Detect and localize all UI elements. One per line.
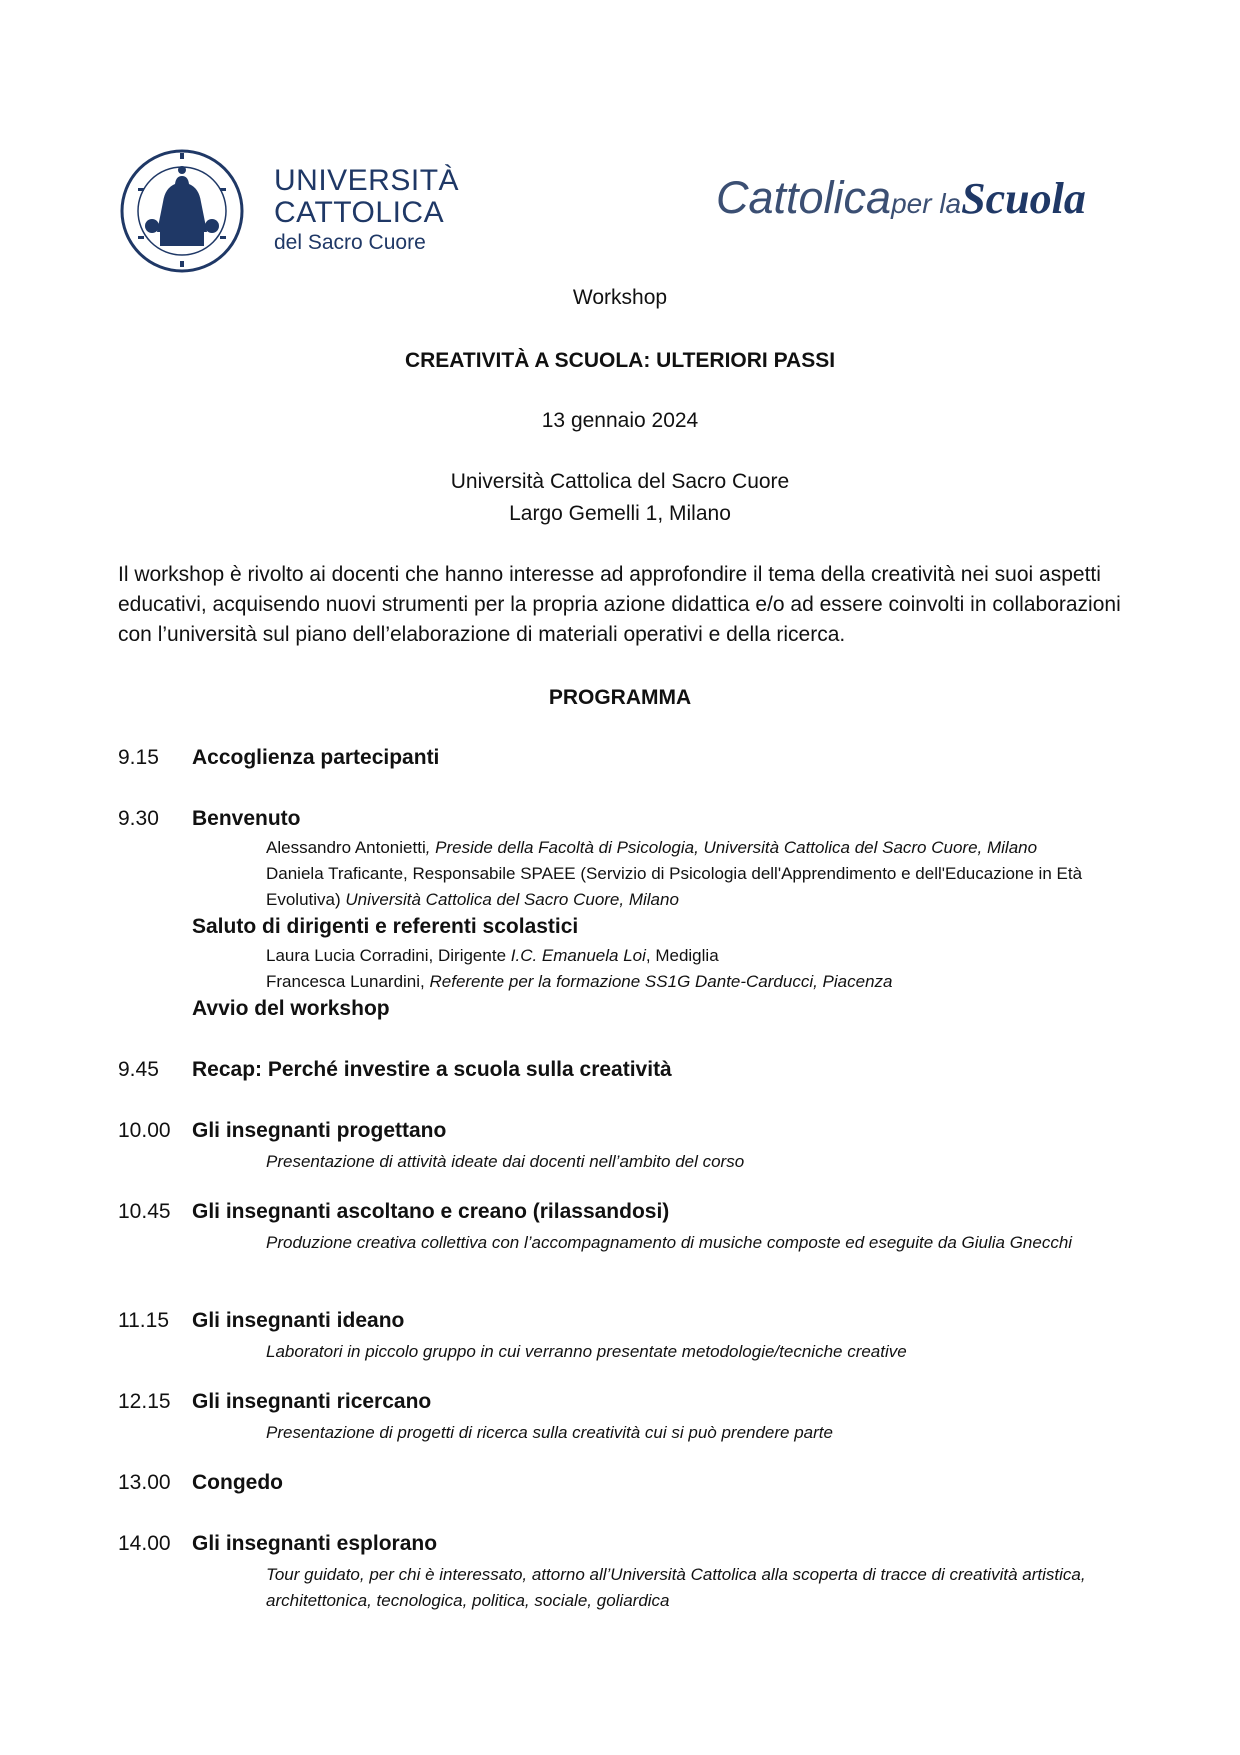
- university-name: [274, 166, 459, 253]
- program-title: Benvenuto: [192, 807, 301, 830]
- program-time: 14.00: [118, 1532, 171, 1555]
- program-description: Presentazione di attività ideate dai docenti nell’ambito del corso: [266, 1152, 745, 1171]
- program-description: Produzione creativa collettiva con l’accompagnamento di musiche composte ed eseguite da Giulia Gnecchi: [266, 1233, 1073, 1252]
- university-name-line2: CATTOLICA: [274, 196, 445, 229]
- program-time: 10.00: [118, 1119, 171, 1142]
- program-heading: PROGRAMMA: [548, 686, 692, 709]
- speaker-school: I.C. Emanuela Loi: [510, 946, 646, 965]
- program-time: 13.00: [118, 1471, 171, 1494]
- program-time: 12.15: [118, 1390, 171, 1413]
- program-time: 9.30: [118, 807, 159, 830]
- logo-part-per-la: per la: [891, 188, 962, 219]
- speaker-name: Laura Lucia Corradini, Dirigente: [266, 946, 511, 965]
- program-title: Gli insegnanti progettano: [192, 1119, 447, 1142]
- university-name-line3: del Sacro Cuore: [274, 231, 426, 254]
- program-description: Presentazione di progetti di ricerca sulla creatività cui si può prendere parte: [266, 1423, 833, 1442]
- speaker-place: , Mediglia: [645, 946, 719, 965]
- speaker-role: Referente per la formazione SS1G Dante-Carducci, Piacenza: [429, 972, 893, 991]
- venue-name: Università Cattolica del Sacro Cuore: [450, 470, 790, 493]
- speaker-name: Daniela Traficante, Responsabile SPAEE (Servizio di Psicologia dell'Apprendimento e dell'Educazione in Età Evolutiva): [266, 864, 1083, 909]
- logo-part-cattolica: Cattolica: [716, 172, 892, 223]
- program-title: Gli insegnanti ricercano: [192, 1390, 432, 1413]
- speaker-name: Alessandro Antonietti: [266, 838, 426, 857]
- university-name-line1: UNIVERSITÀ: [274, 164, 460, 197]
- speaker-role: , Preside della Facoltà di Psicologia, Università Cattolica del Sacro Cuore, Milano: [425, 838, 1038, 857]
- speaker-line: [266, 861, 1146, 913]
- program-description: Laboratori in piccolo gruppo in cui verranno presentate metodologie/tecniche creative: [266, 1342, 907, 1361]
- event-kind: Workshop: [572, 286, 668, 309]
- university-logo: [118, 140, 460, 290]
- speaker-role: Università Cattolica del Sacro Cuore, Milano: [345, 890, 679, 909]
- intro-paragraph: Il workshop è rivolto ai docenti che hanno interesse ad approfondire il tema della creatività nei suoi aspetti educativi, acquisendo nuovi strumenti per la propria azione didattica e/o ad essere coinvolti in collaborazioni con l’università sul piano dell’elaborazione di materiali operativi e della ricerca.: [118, 563, 1121, 646]
- event-title: CREATIVITÀ A SCUOLA: ULTERIORI PASSI: [404, 349, 836, 372]
- program-description: Tour guidato, per chi è interessato, attorno all’Università Cattolica alla scoperta di tracce di creatività artistica, architettonica, tecnologica, politica, sociale, goliardica: [266, 1565, 1086, 1610]
- program-title: Gli insegnanti esplorano: [192, 1532, 438, 1555]
- cattolica-per-la-scuola-logo: [716, 172, 1126, 232]
- speaker-line: [266, 943, 1146, 969]
- university-seal-icon: [118, 140, 246, 282]
- program-title: Gli insegnanti ideano: [192, 1309, 405, 1332]
- program-subtitle: Saluto di dirigenti e referenti scolastici: [192, 915, 579, 938]
- event-date: 13 gennaio 2024: [541, 409, 699, 432]
- program-title: Congedo: [192, 1471, 283, 1494]
- program-time: 9.15: [118, 746, 159, 769]
- venue-address: Largo Gemelli 1, Milano: [509, 502, 731, 525]
- program-title: Accoglienza partecipanti: [192, 746, 440, 769]
- speaker-name: Francesca Lunardini,: [266, 972, 430, 991]
- program-title: Gli insegnanti ascoltano e creano (rilassandosi): [192, 1200, 670, 1223]
- program-subtitle: Avvio del workshop: [192, 997, 390, 1020]
- logo-part-scuola: Scuola: [961, 174, 1086, 223]
- speaker-line: [266, 835, 1146, 861]
- program-time: 9.45: [118, 1058, 159, 1081]
- speaker-line: [266, 969, 1146, 995]
- program-time: 11.15: [118, 1309, 169, 1332]
- program-time: 10.45: [118, 1200, 171, 1223]
- program-title: Recap: Perché investire a scuola sulla creatività: [192, 1058, 672, 1081]
